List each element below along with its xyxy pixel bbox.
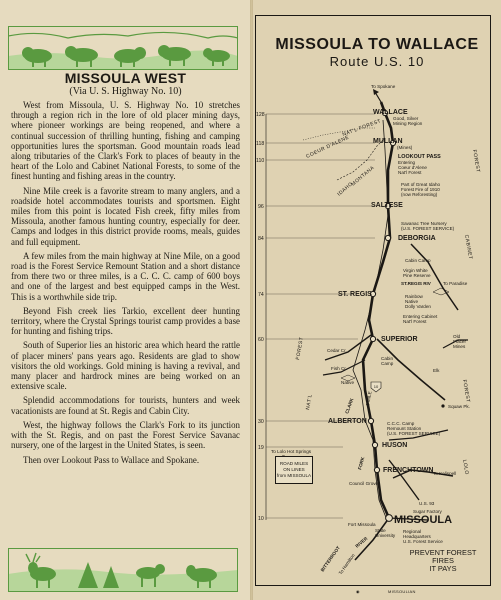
town-st-regis: ST. REGIS: [338, 291, 372, 298]
town-marker: [372, 442, 377, 447]
label-bitterroot: BITTERROOT: [319, 545, 341, 573]
town-marker: [386, 515, 393, 522]
label-virgin-pine: Virgin White: [403, 268, 428, 273]
tick-label: 19: [258, 445, 264, 451]
tick-label: 60: [258, 337, 264, 343]
tick-label: 30: [258, 419, 264, 425]
label-lookout-note: Entering: [398, 160, 416, 165]
slogan-line: IT PAYS: [429, 564, 457, 573]
label-elk: Elk: [433, 368, 440, 373]
label-trout: Dolly Varden: [405, 304, 431, 309]
label-cedar-creek: Cedar Cr.: [327, 348, 347, 353]
label-ccc-camp: C.C.C. Camp: [387, 421, 415, 426]
label-forest-right: FOREST: [471, 149, 481, 174]
label-fire: Forest Fire of 1910: [401, 187, 440, 192]
label-regional-hq: Headquarters: [403, 534, 431, 539]
label-ccc-camp: Remount Station: [387, 426, 422, 431]
label-cabinet-forest: Nat'l Forest: [403, 319, 427, 324]
label-fire: (now Reforesting): [401, 192, 438, 197]
page-subtitle: (Via U. S. Highway No. 10): [69, 86, 182, 97]
label-coeur-dalene: COEUR D'ALENE: [305, 134, 351, 160]
label-to-hamilton: To Hamilton: [337, 552, 356, 576]
paragraph: Then over Lookout Pass to Wallace and Spokane.: [23, 454, 200, 465]
paragraph: Splendid accommodations for tourists, hunters and week vacationists are found at St. Regis and Cabin City.: [11, 395, 240, 416]
label-regional-hq: Regional: [403, 529, 422, 534]
label-old-placer: Placer: [453, 339, 467, 344]
label-fire: Part of Great Idaho: [401, 182, 441, 187]
label-clark: CLARK: [344, 397, 355, 415]
label-cabin-camp: Cabin Camp: [405, 258, 431, 263]
town-alberton: ALBERTON: [328, 418, 367, 425]
legend-line: from MISSOULA: [276, 473, 312, 478]
label-us-93: U.S. 93: [419, 501, 435, 506]
route-map: [253, 0, 501, 600]
tick-label: 118: [256, 141, 265, 147]
label-ccc-camp: (U.S. FOREST SERVICE): [387, 431, 441, 436]
town-deborgia: DEBORGIA: [398, 235, 436, 242]
tick-label: 110: [256, 158, 265, 164]
label-nine-mile: 9 MILE: [365, 390, 373, 407]
tick-label: 84: [258, 236, 264, 242]
prevent-fires-slogan: [403, 549, 483, 573]
page-title: MISSOULA WEST: [64, 70, 187, 86]
town-marker: [370, 336, 375, 341]
town-marker: [374, 467, 379, 472]
label-savanac: Savanac Tree Nursery: [401, 221, 447, 226]
wildlife-illustration: [8, 548, 238, 592]
label-cabin-camp-2: Camp: [381, 361, 394, 366]
label-forest-right-2: FOREST: [461, 379, 471, 404]
label-regional-hq: U.S. Forest Service: [403, 539, 443, 544]
label-sugar-factory: Sugar Factory: [413, 509, 442, 514]
label-state-university: State: [375, 528, 386, 533]
label-to-spokane: To Spokane: [371, 84, 396, 89]
label-cabin-camp-2: Cabin: [381, 356, 394, 361]
label-fort-missoula: Fort Missoula: [348, 522, 376, 527]
bison-banner-top: [8, 26, 238, 70]
road-to-kalispell: [389, 460, 419, 500]
slogan-line: PREVENT FOREST: [409, 548, 477, 557]
label-montana: MONTANA: [350, 164, 376, 188]
wildlife-banner-bottom: [8, 548, 238, 592]
town-frenchtown: FRENCHTOWN: [383, 467, 434, 474]
label-cabinet-forest: Entering Cabinet: [403, 314, 438, 319]
label-council-grove: Council Grove: [349, 481, 379, 486]
label-forest: FOREST: [295, 336, 306, 361]
legend-line: ON LINES: [283, 467, 305, 472]
peak-marker-icon: [441, 404, 444, 407]
label-state-university: University: [375, 533, 396, 538]
label-river: RIVER: [354, 535, 369, 549]
tick-label: 96: [258, 204, 264, 210]
label-to-lolo: To Lolo Hot Springs: [271, 449, 312, 454]
town-wallace: WALLACE: [373, 109, 408, 116]
town-superior: SUPERIOR: [381, 336, 418, 343]
label-squaw-peak: Squaw Pk.: [448, 404, 470, 409]
label-wallace-note: Good, Silver: [393, 116, 419, 121]
town-huson: HUSON: [382, 442, 408, 449]
town-saltese: SALTESE: [371, 202, 403, 209]
label-mullan-note: (Mines): [397, 145, 413, 150]
map-panel: [253, 0, 501, 600]
publisher-imprint: MISSOULIAN: [388, 589, 416, 594]
label-savanac: (U.S. FOREST SERVICE): [401, 226, 455, 231]
label-to-paradise: To Paradise: [443, 281, 468, 286]
label-lookout-note: Coeur d'Alene: [398, 165, 427, 170]
label-cabinet: CABINET: [463, 234, 474, 261]
town-marker: [385, 235, 390, 240]
paragraph: Beyond Fish creek lies Tarkio, excellent deer hunting territory, where the Crystal Springs tourist camp provides a base for hunting and fishing trips.: [11, 305, 240, 337]
us-10-highway: [363, 102, 393, 518]
label-native: Native: [341, 380, 355, 385]
tick-label: 10: [258, 516, 264, 522]
paragraph: South of Superior lies an historic area which heard the rattle of placer miners' pans years ago. Residents are glad to show visitors the old workings. Gold mining is having a revival, and many placer and hardrock mines are being worked on an extensive scale.: [11, 340, 240, 392]
label-to-kalispell: To Kalispell: [433, 471, 457, 476]
road-miles-legend: [275, 456, 313, 484]
label-old-placer: Old: [453, 334, 461, 339]
label-lookout-pass: LOOKOUT PASS: [398, 154, 441, 160]
label-lookout-note: Nat'l Forest: [398, 170, 422, 175]
label-wallace-note: Mining Region: [393, 121, 423, 126]
label-st-regis-river: ST.REGIS RIV: [401, 281, 431, 286]
town-marker: [368, 418, 373, 423]
town-mullan: MULLAN: [373, 138, 403, 145]
label-old-placer: Mines: [453, 344, 466, 349]
union-logo-icon: ◉: [356, 589, 360, 594]
label-idaho: IDAHO: [336, 181, 355, 198]
label-nat-forest: NAT'L FOREST: [341, 118, 383, 138]
label-trout: Native: [405, 299, 419, 304]
paragraph: West, the highway follows the Clark's Fork to its junction with the St. Regis, and on past the Forest Service Savanac nursery, one of the largest in the United States, is seen.: [11, 419, 240, 451]
label-trout: Rainbow: [405, 294, 423, 299]
us-10-shield: [371, 382, 381, 392]
map-subtitle: Route U.S. 10: [329, 54, 425, 69]
legend-line: ROAD MILES: [279, 461, 309, 466]
article-body: [11, 100, 240, 469]
tick-label: 128: [256, 112, 265, 118]
mileage-labels: [256, 112, 265, 522]
shield-number: 10: [373, 384, 379, 389]
paragraph: Nine Mile creek is a favorite stream to many anglers, and a roadside hotel accommodates tourists and sportsmen. Eight miles from this point is located Fish creek, fifty miles from Missoula, another famous hunting country, especially for deer. Camps and lodges in this district provide rooms, meals, guides and full equipment.: [11, 185, 240, 247]
paragraph: A few miles from the main highway at Nine Mile, on a good road is the Forest Service Remount Station and a short distance from there two or three miles, is a C. C. C. camp of 600 boys and one of the largest and best equipped camps in the West. This is a worthwhile side trip.: [11, 250, 240, 302]
label-lolo-right: LOLO: [461, 459, 470, 476]
label-nat: NAT'L: [305, 393, 314, 411]
paragraph: West from Missoula, U. S. Highway No. 10 stretches through a region rich in the lore of old placer mining days, where pioneer workings are being reopened, and where a continual succession of thrilling hunting, fishing and camping opportunities lures the sportsman. Good mountain roads lead along tributaries of the Clark's Fork to places of beauty in the heart of the Lolo and Cabinet National Forests, to some of the finest hunting and fishing areas in the country.: [11, 100, 240, 182]
label-fork: FORK: [357, 456, 366, 471]
label-virgin-pine: Pine Reserve: [403, 273, 431, 278]
bison-herd-illustration: [8, 26, 238, 70]
label-fish-creek: Fish Cr.: [331, 366, 347, 371]
slogan-line: FIRES: [432, 556, 454, 565]
map-title: MISSOULA TO WALLACE: [275, 36, 479, 53]
town-missoula: MISSOULA: [394, 514, 453, 526]
tick-label: 74: [258, 292, 264, 298]
